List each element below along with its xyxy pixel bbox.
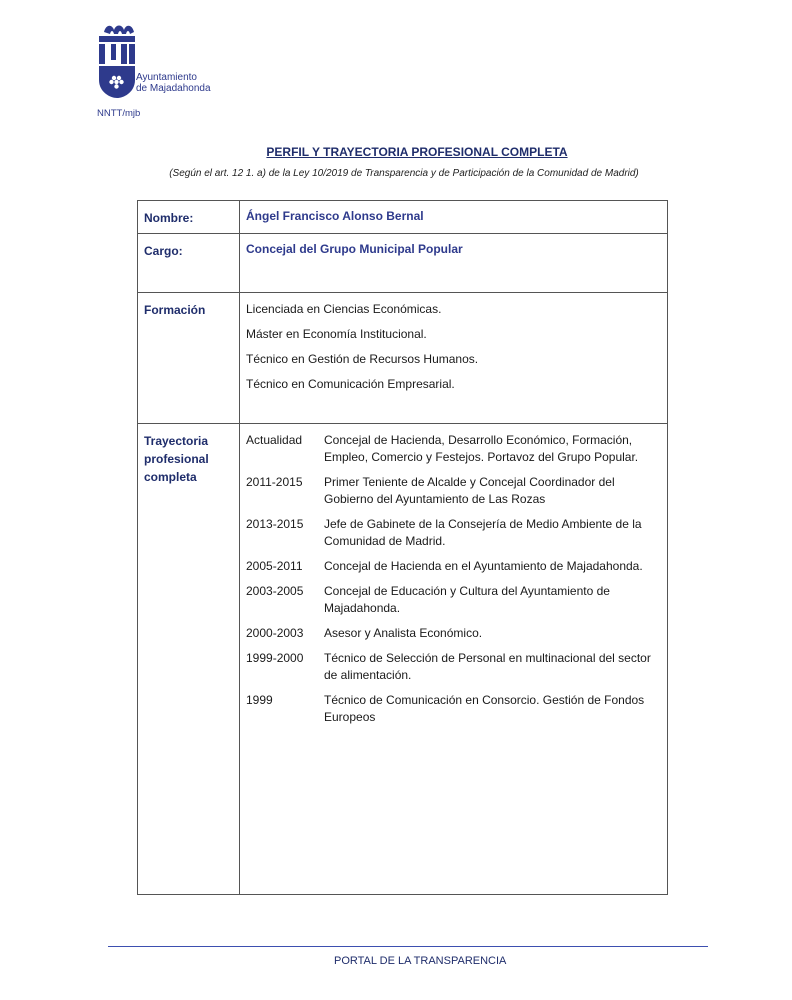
- career-entry: [246, 625, 661, 642]
- career-years: 2000-2003: [246, 626, 304, 640]
- career-description: Técnico de Selección de Personal en multinacional del sector de alimentación.: [324, 651, 651, 682]
- career-entry: [246, 516, 661, 550]
- footer-divider: [108, 946, 708, 947]
- document-subtitle: (Según el art. 12 1. a) de la Ley 10/2019 de Transparencia y de Participación de la Comunidad de Madrid): [169, 168, 639, 179]
- career-years: Actualidad: [246, 433, 303, 447]
- organization-name-line2: de Majadahonda: [136, 83, 211, 94]
- cargo-cell: [240, 234, 668, 293]
- career-years: 2013-2015: [246, 517, 304, 531]
- organization-name: [136, 72, 211, 94]
- profile-table: [137, 200, 668, 895]
- organization-name-line1: Ayuntamiento: [136, 72, 197, 83]
- career-entry: [246, 650, 661, 684]
- formacion-item: Técnico en Comunicación Empresarial.: [246, 377, 455, 391]
- nombre-cell: [240, 201, 668, 234]
- formacion-item: Licenciada en Ciencias Económicas.: [246, 302, 442, 316]
- nombre-label: Nombre:: [138, 201, 240, 234]
- formacion-item: Técnico en Gestión de Recursos Humanos.: [246, 352, 479, 366]
- career-years: 2003-2005: [246, 584, 304, 598]
- footer-text: PORTAL DE LA TRANSPARENCIA: [334, 955, 507, 967]
- row-nombre: [138, 201, 668, 234]
- career-entry: [246, 692, 661, 726]
- career-years: 2011-2015: [246, 475, 303, 489]
- trayectoria-cell: [240, 424, 668, 895]
- career-description: Primer Teniente de Alcalde y Concejal Coordinador del Gobierno del Ayuntamiento de Las Rozas: [324, 475, 615, 506]
- nombre-value: Ángel Francisco Alonso Bernal: [246, 209, 424, 223]
- career-entry: [246, 474, 661, 508]
- career-years: 2005-2011: [246, 559, 303, 573]
- row-cargo: [138, 234, 668, 293]
- career-description: Jefe de Gabinete de la Consejería de Medio Ambiente de la Comunidad de Madrid.: [324, 517, 642, 548]
- cargo-label: Cargo:: [138, 234, 240, 293]
- formacion-item: Máster en Economía Institucional.: [246, 327, 427, 341]
- trayectoria-label: Trayectoria profesional completa: [138, 424, 240, 895]
- document-title: PERFIL Y TRAYECTORIA PROFESIONAL COMPLETA: [266, 145, 568, 159]
- career-description: Concejal de Hacienda, Desarrollo Económico, Formación, Empleo, Comercio y Festejos. Portavoz del Grupo Popular.: [324, 433, 639, 464]
- formacion-cell: [240, 293, 668, 424]
- document-reference: NNTT/mjb: [97, 108, 141, 119]
- career-entry: [246, 558, 661, 575]
- career-description: Técnico de Comunicación en Consorcio. Gestión de Fondos Europeos: [324, 693, 645, 724]
- row-trayectoria: [138, 424, 668, 895]
- career-description: Concejal de Educación y Cultura del Ayuntamiento de Majadahonda.: [324, 584, 610, 615]
- row-formacion: [138, 293, 668, 424]
- career-entry: [246, 432, 661, 466]
- career-years: 1999-2000: [246, 651, 304, 665]
- cargo-value: Concejal del Grupo Municipal Popular: [246, 242, 463, 256]
- career-description: Concejal de Hacienda en el Ayuntamiento de Majadahonda.: [324, 559, 643, 573]
- formacion-label: Formación: [138, 293, 240, 424]
- career-years: 1999: [246, 693, 273, 707]
- career-description: Asesor y Analista Económico.: [324, 626, 483, 640]
- career-entry: [246, 583, 661, 617]
